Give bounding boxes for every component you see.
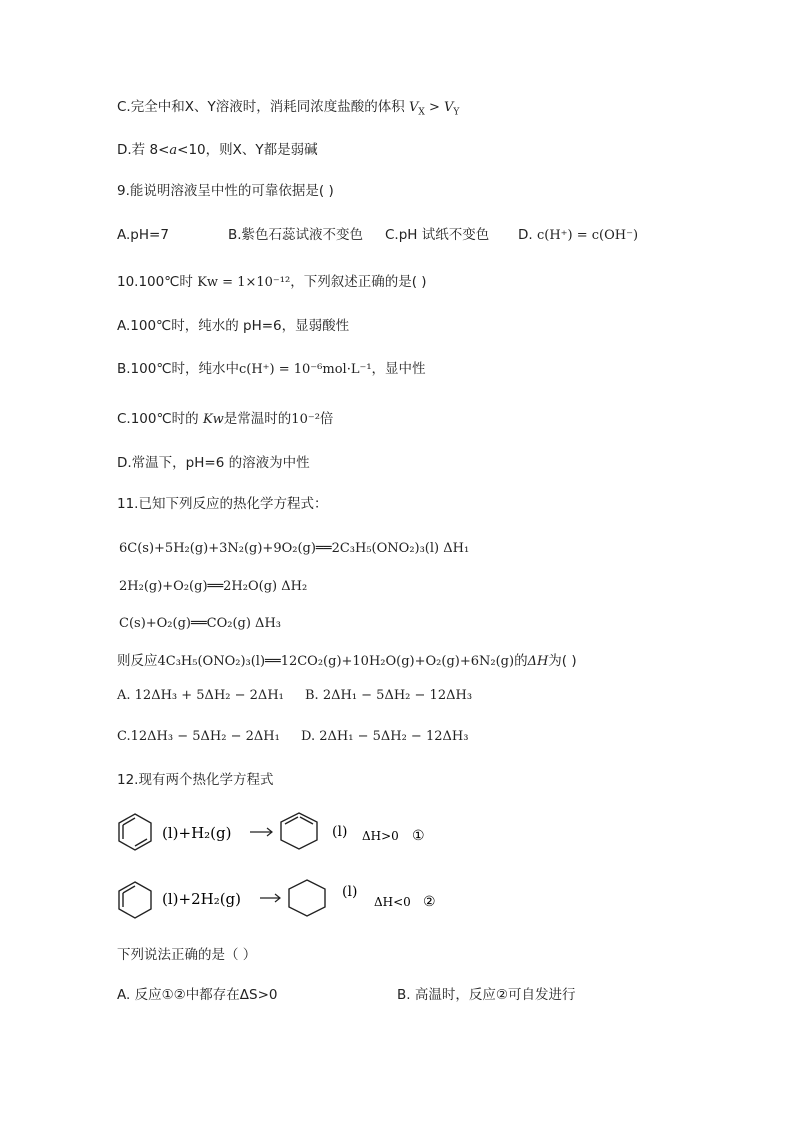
reaction-1-arrow	[250, 828, 272, 836]
q10-option-b: B.100℃时，纯水中c(H⁺) = 10⁻⁶mol·L⁻¹，显中性	[117, 361, 426, 377]
q11-equation-3: C(s)+O₂(g)══CO₂(g) ΔH₃	[119, 616, 281, 631]
q11-equation-2: 2H₂(g)+O₂(g)══2H₂O(g) ΔH₂	[119, 579, 308, 594]
q11-stem: 11.已知下列反应的热化学方程式：	[117, 496, 328, 512]
q11-question: 则反应4C₃H₅(ONO₂)₃(l)══12CO₂(g)+10H₂O(g)+O₂(g)+6N₂(g)的ΔH为( )	[117, 653, 577, 669]
reaction-1-reactants: (l)+H₂(g)	[162, 824, 232, 842]
benzene-structure	[119, 814, 151, 850]
q8-option-c	[117, 97, 459, 118]
q10-option-d: D.常温下，pH=6 的溶液为中性	[117, 455, 310, 471]
q11-option-c: C.12ΔH₃ − 5ΔH₂ − 2ΔH₁	[117, 729, 280, 744]
q9-stem: 9.能说明溶液呈中性的可靠依据是( )	[117, 183, 334, 199]
q9-option-d: D. c(H⁺) = c(OH⁻)	[518, 227, 639, 243]
q9-option-a: A.pH=7	[117, 227, 169, 243]
q12-option-a: A. 反应①②中都存在ΔS>0	[117, 987, 278, 1003]
reaction-1-number: ①	[412, 828, 425, 844]
cyclohexadiene-structure	[281, 813, 317, 849]
q12-reaction-1	[112, 808, 452, 858]
q10-stem: 10.100℃时 Kw = 1×10⁻¹²，下列叙述正确的是( )	[117, 274, 427, 290]
q10-option-c: C.100℃时的 Kw是常温时的10⁻²倍	[117, 411, 334, 427]
q8-option-c-formula: $V_X > V_Y$	[409, 100, 460, 118]
q8-option-c-text: C.完全中和X、Y溶液时，消耗同浓度盐酸的体积	[117, 99, 405, 115]
q12-reaction-2	[112, 874, 452, 926]
cyclohexadiene-structure	[119, 882, 151, 918]
reaction-2-product-state: (l)	[342, 884, 358, 900]
q9-option-d-formula: c(H⁺) = c(OH⁻)	[536, 228, 639, 243]
reaction-2-enthalpy: ΔH<0	[374, 895, 411, 909]
q9-option-c: C.pH 试纸不变色	[385, 227, 490, 243]
q10-option-a: A.100℃时，纯水的 pH=6，显弱酸性	[117, 318, 350, 334]
q9-option-b: B.紫色石蕊试液不变色	[228, 227, 364, 243]
reaction-1-product-state: (l)	[332, 824, 348, 840]
q11-option-d: D. 2ΔH₁ − 5ΔH₂ − 12ΔH₃	[301, 729, 469, 744]
q12-question: 下列说法正确的是（ ）	[117, 947, 257, 963]
reaction-2-number: ②	[423, 894, 436, 910]
reaction-1-enthalpy: ΔH>0	[362, 829, 399, 843]
q12-option-b: B. 高温时，反应②可自发进行	[397, 987, 576, 1003]
reaction-2-reactants: (l)+2H₂(g)	[162, 890, 242, 908]
cyclohexane-structure	[289, 880, 325, 916]
q12-stem: 12.现有两个热化学方程式	[117, 772, 274, 788]
q11-equation-1: 6C(s)+5H₂(g)+3N₂(g)+9O₂(g)══2C₃H₅(ONO₂)₃(l) ΔH₁	[119, 541, 470, 556]
q8-option-d: D.若 8<a<10，则X、Y都是弱碱	[117, 142, 318, 158]
q11-option-b: B. 2ΔH₁ − 5ΔH₂ − 12ΔH₃	[305, 688, 473, 703]
reaction-2-arrow	[260, 894, 280, 902]
q11-option-a: A. 12ΔH₃ + 5ΔH₂ − 2ΔH₁	[117, 688, 284, 703]
